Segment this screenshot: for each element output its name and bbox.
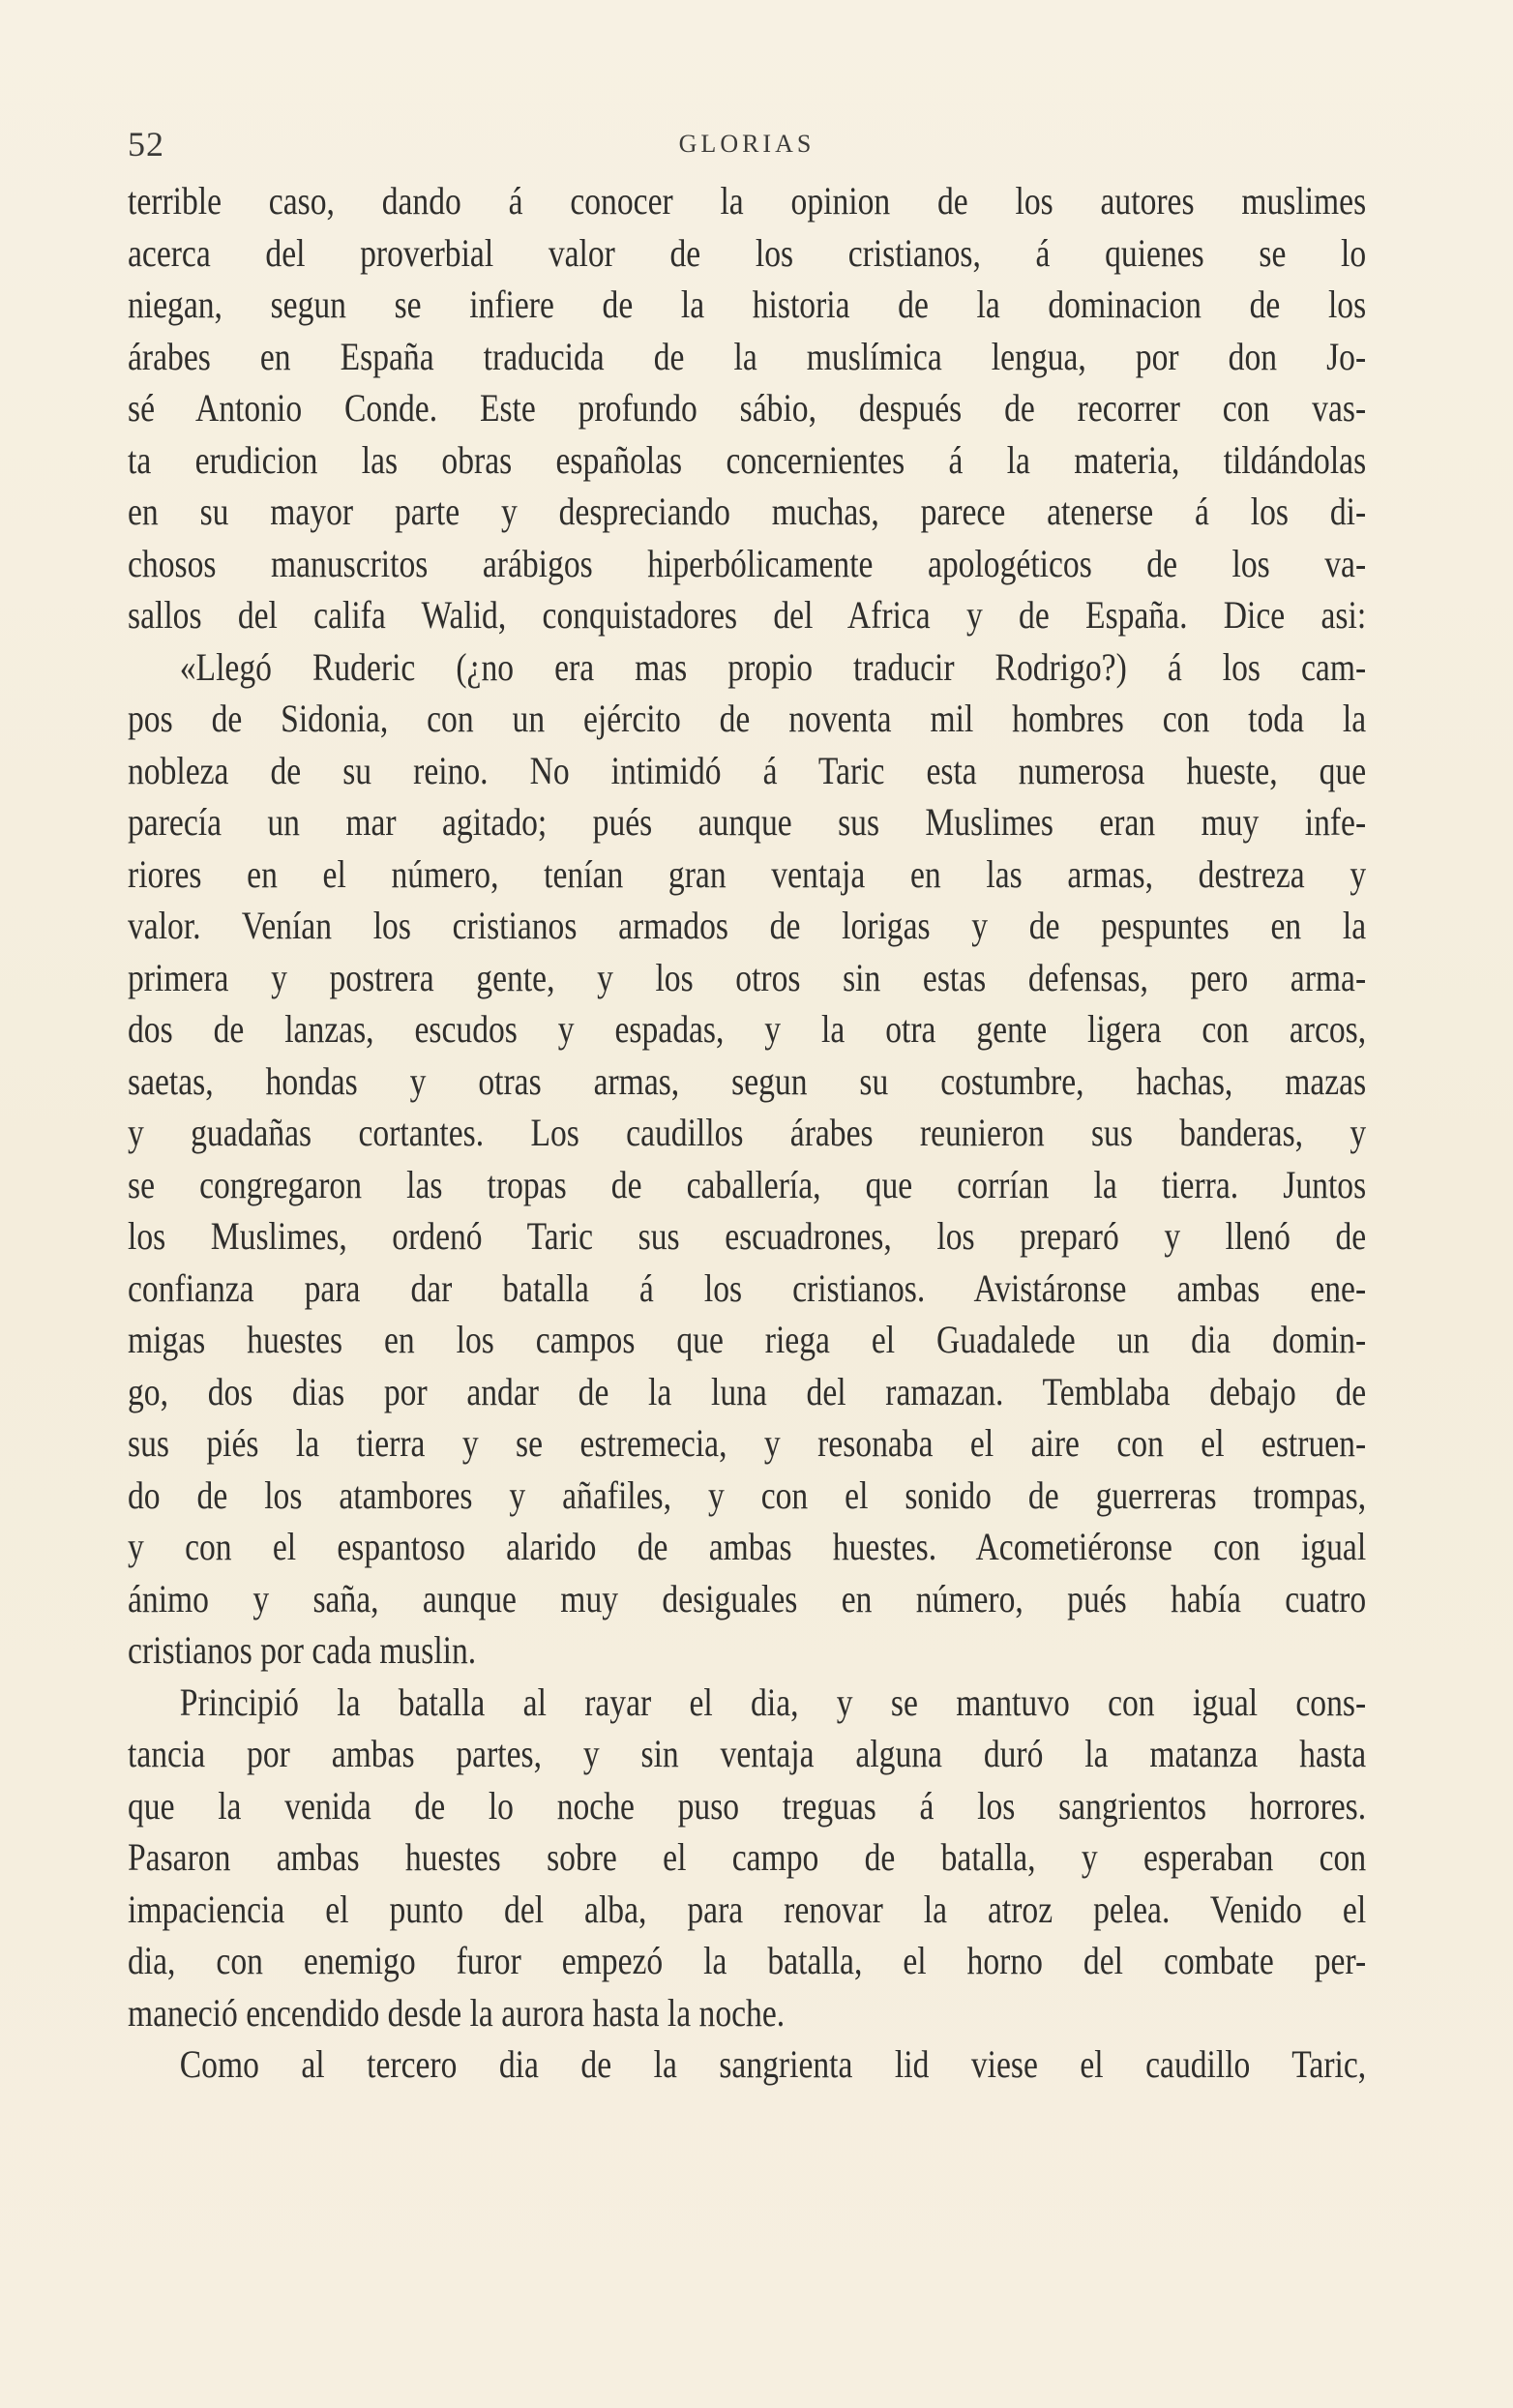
text-line: Principió la batalla al rayar el dia, y se mantuvo con igual cons- <box>179 1680 1367 1724</box>
text-line: maneció encendido desde la aurora hasta la noche. <box>128 1990 786 2035</box>
text-line: parecía un mar agitado; pués aunque sus Muslimes eran muy infe- <box>128 800 1367 844</box>
text-line: que la venida de lo noche puso treguas á los sangrientos horrores. <box>128 1783 1367 1828</box>
text-line: y guadañas cortantes. Los caudillos árabes reunieron sus banderas, y <box>128 1111 1367 1154</box>
text-line: sallos del califa Walid, conquistadores del Africa y de España. Dice asi: <box>128 593 1367 637</box>
text-line: se congregaron las tropas de caballería, que corrían la tierra. Juntos <box>128 1162 1367 1206</box>
text-line: primera y postrera gente, y los otros sin estas defensas, pero arma- <box>128 955 1367 999</box>
text-line: Como al tercero dia de la sangrienta lid viese el caudillo Taric, <box>179 2042 1367 2086</box>
text-line: ánimo y saña, aunque muy desiguales en número, pués había cuatro <box>128 1576 1367 1620</box>
text-line: sus piés la tierra y se estremecia, y resonaba el aire con el estruen- <box>128 1421 1367 1465</box>
text-line: saetas, hondas y otras armas, segun su costumbre, hachas, mazas <box>128 1058 1367 1103</box>
text-line: terrible caso, dando á conocer la opinion de los autores muslimes <box>128 179 1367 223</box>
text-line: dos de lanzas, escudos y espadas, y la otra gente ligera con arcos, <box>128 1007 1367 1051</box>
text-line: chosos manuscritos arábigos hiperbólicamente apologéticos de los va- <box>128 541 1367 585</box>
text-line: dia, con enemigo furor empezó la batalla, el horno del combate per- <box>128 1939 1367 1982</box>
text-line: tancia por ambas partes, y sin ventaja alguna duró la matanza hasta <box>128 1732 1367 1775</box>
page-number: 52 <box>128 125 164 164</box>
text-line: y con el espantoso alarido de ambas huestes. Acometiéronse con igual <box>128 1525 1367 1568</box>
running-head: GLORIAS <box>678 130 816 158</box>
text-line: cristianos por cada muslin. <box>128 1628 477 1672</box>
text-line: riores en el número, tenían gran ventaja en las armas, destreza y <box>128 851 1367 896</box>
text-line: los Muslimes, ordenó Taric sus escuadrones, los preparó y llenó de <box>128 1214 1367 1258</box>
text-line: impaciencia el punto del alba, para renovar la atroz pelea. Venido el <box>128 1887 1367 1931</box>
body-text <box>128 175 1367 2091</box>
text-line: árabes en España traducida de la muslímica lengua, por don Jo- <box>128 334 1367 378</box>
text-line: niegan, segun se infiere de la historia de la dominacion de los <box>128 282 1367 326</box>
text-line: «Llegó Ruderic (¿no era mas propio traducir Rodrigo?) á los cam- <box>179 644 1367 689</box>
text-line: ta erudicion las obras españolas concernientes á la materia, tildándolas <box>128 437 1367 482</box>
text-line: do de los atambores y añafiles, y con el sonido de guerreras trompas, <box>128 1472 1367 1517</box>
text-line: confianza para dar batalla á los cristianos. Avistáronse ambas ene- <box>128 1265 1367 1310</box>
text-line: sé Antonio Conde. Este profundo sábio, después de recorrer con vas- <box>128 386 1367 430</box>
text-line: en su mayor parte y despreciando muchas, parece atenerse á los di- <box>128 490 1367 533</box>
page-header <box>128 124 1366 163</box>
text-line: pos de Sidonia, con un ejército de noventa mil hombres con toda la <box>128 697 1367 740</box>
text-line: valor. Venían los cristianos armados de lorigas y de pespuntes en la <box>128 904 1367 947</box>
text-line: acerca del proverbial valor de los cristianos, á quienes se lo <box>128 230 1367 275</box>
text-line: go, dos dias por andar de la luna del ramazan. Temblaba debajo de <box>128 1369 1367 1413</box>
text-line: Pasaron ambas huestes sobre el campo de batalla, y esperaban con <box>128 1835 1367 1879</box>
text-line: nobleza de su reino. No intimidó á Taric esta numerosa hueste, que <box>128 748 1367 792</box>
text-line: migas huestes en los campos que riega el Guadalede un dia domin- <box>128 1318 1367 1361</box>
